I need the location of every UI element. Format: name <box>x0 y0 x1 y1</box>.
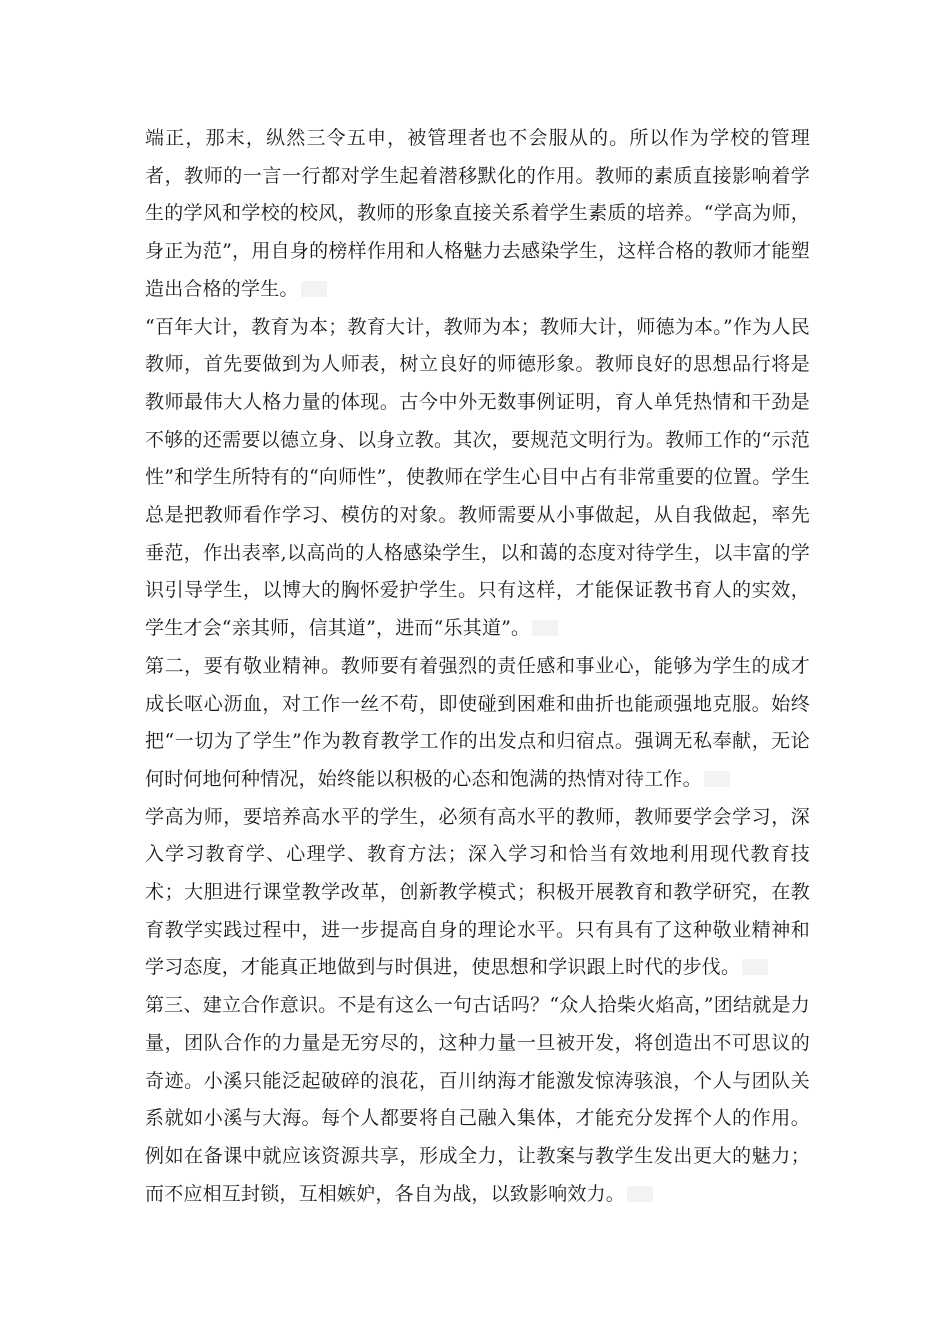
paragraph-4 <box>145 799 810 988</box>
paragraph-end-mark <box>532 620 558 636</box>
paragraph-3 <box>145 648 810 799</box>
paragraph-2 <box>145 309 810 648</box>
paragraph-1 <box>145 120 810 309</box>
paragraph-4-text: 学高为师，要培养高水平的学生，必须有高水平的教师，教师要学会学习，深入学习教育学、心理学、教育方法；深入学习和恰当有效地利用现代教育技术；大胆进行课堂教学改革，创新教学模式；积极开展教育和教学研究，在教育教学实践过程中，进一步提高自身的理论水平。只有具有了这种敬业精神和学习态度，才能真正地做到与时俱进，使思想和学识跟上时代的步伐。 <box>145 805 810 979</box>
paragraph-2-text: “百年大计，教育为本；教育大计，教师为本；教师大计，师德为本。”作为人民教师，首先要做到为人师表，树立良好的师德形象。教师良好的思想品行将是教师最伟大人格力量的体现。古今中外无数事例证明，育人单凭热情和干劲是不够的还需要以德立身、以身立教。其次，要规范文明行为。教师工作的“示范性”和学生所特有的“向师性”，使教师在学生心目中占有非常重要的位置。学生总是把教师看作学习、模仿的对象。教师需要从小事做起，从自我做起，率先垂范，作出表率,以高尚的人格感染学生，以和蔼的态度对待学生，以丰富的学识引导学生，以博大的胸怀爱护学生。只有这样，才能保证教书育人的实效，学生才会“亲其师，信其道”，进而“乐其道”。 <box>145 315 810 640</box>
paragraph-end-mark <box>627 1186 653 1202</box>
paragraph-end-mark <box>704 771 730 787</box>
paragraph-5-text: 第三、建立合作意识。不是有这么一句古话吗？“众人拾柴火焰高，”团结就是力量，团队合作的力量是无穷尽的，这种力量一旦被开发，将创造出不可思议的奇迹。小溪只能泛起破碎的浪花，百川纳海才能激发惊涛骇浪，个人与团队关系就如小溪与大海。每个人都要将自己融入集体，才能充分发挥个人的作用。例如在备课中就应该资源共享，形成全力，让教案与教学生发出更大的魅力；而不应相互封锁，互相嫉妒，各自为战，以致影响效力。 <box>145 994 810 1205</box>
paragraph-5 <box>145 987 810 1213</box>
paragraph-1-text: 端正，那末，纵然三令五申，被管理者也不会服从的。所以作为学校的管理者，教师的一言一行都对学生起着潜移默化的作用。教师的素质直接影响着学生的学风和学校的校风，教师的形象直接关系着学生素质的培养。“学高为师，身正为范”，用自身的榜样作用和人格魅力去感染学生，这样合格的教师才能塑造出合格的学生。 <box>145 127 810 300</box>
paragraph-end-mark <box>301 281 327 297</box>
paragraph-3-text: 第二，要有敬业精神。教师要有着强烈的责任感和事业心，能够为学生的成才成长呕心沥血，对工作一丝不苟，即使碰到困难和曲折也能顽强地克服。始终把“一切为了学生”作为教育教学工作的出发点和归宿点。强调无私奉献，无论何时何地何种情况，始终能以积极的心态和饱满的热情对待工作。 <box>145 654 810 790</box>
document-body <box>145 120 810 1213</box>
paragraph-end-mark <box>742 959 768 975</box>
